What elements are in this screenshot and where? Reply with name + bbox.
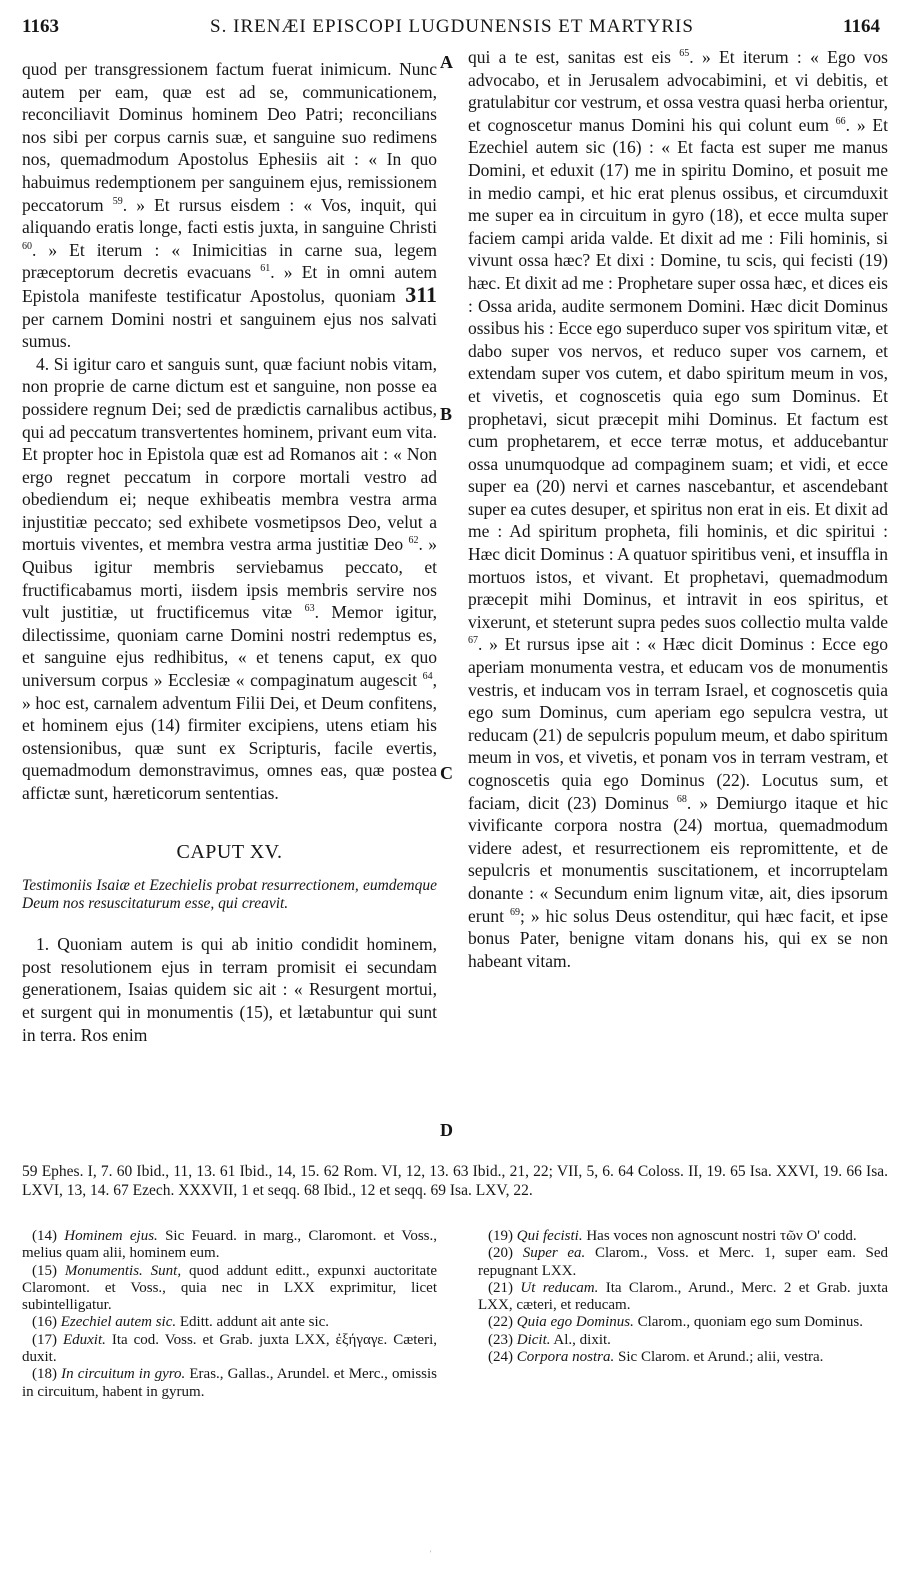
text-run: 4. Si igitur caro et sanguis sunt, quæ faciunt nobis vitam, non proprie de carne dictum est et sanguine, non posse ea possidere regnum Dei; sed de prædictis carnalibus actibus, qui ad peccatum transvertentes hominem, privant eum vita. Et propter hoc in Epistola quæ est ad Romanos ait : « Non ergo regnet peccatum in corpore mortali vestro ad obediendum ei; neque exhibeatis membra vestra arma injustitiæ peccato; sed exhibete vosmetipsos Deo, velut a mortuis viventes, et membra vestra arma justitiæ Deo — [22, 353, 437, 555]
note-lemma: Super ea. — [522, 1245, 586, 1262]
note-text: Sic Feuard. in marg., Claromont. et Voss., melius quam alii, hominem eum. — [22, 1228, 438, 1262]
note-number: (14) — [32, 1228, 57, 1244]
note — [478, 1228, 888, 1245]
footnote-ref: 66 — [835, 115, 846, 127]
text-run: , » hoc est, carnalem adventum Filii Dei, et Deum confitens, et hominem ejus (14) firmiter excipiens, utens etiam his ostensionibus, quæ sunt ex Scripturis, facile evertis, quemadmodum demonstravimus, omnes eas, quæ postea affictæ sunt, hæreticorum sententias. — [22, 670, 437, 803]
note-lemma: Ezechiel autem sic. — [60, 1314, 177, 1331]
margin-letter-a: A — [440, 52, 453, 72]
note-number: (17) — [32, 1331, 57, 1348]
text-run: quod per transgressionem factum fuerat inimicum. Nunc autem per eam, quæ est ad se, communicationem, reconciliavit Dominus hominem Deo Patri; reconcilians nos sibi per corpus carnis suæ, et sanguine suo redimens nos, quemadmodum Apostolus Ephesiis ait : « In quo habuimus redemptionem per sanguinem ejus, remissionem peccatorum — [22, 59, 437, 215]
note-lemma: Dicit. — [516, 1331, 551, 1348]
text-run: qui a te est, sanitas est eis — [468, 47, 680, 67]
note — [22, 1263, 437, 1315]
note-text: Clarom., Voss. et Merc. 1, super eam. Sed repugnant LXX. — [478, 1245, 888, 1279]
column-number: 311 — [405, 281, 437, 307]
right-column — [468, 46, 888, 972]
note — [478, 1245, 888, 1280]
note-text: Ita cod. Voss. et Grab. juxta LXX, ἐξήγαγε. Cæteri, duxit. — [22, 1331, 437, 1366]
text-run: . » Et rursus ipse ait : « Hæc dicit Dominus : Ecce ego aperiam monumenta vestra, et educam vos de monumentis vestris, et inducam vos in terram Israel, et cognoscetis quia ego sum Dominus, cum aperiam ego sepulcra vestra, ut reducam (21) de sepulcris populum meum, et dabo spiritum meum in vos, et vivetis, et ponam vos in terram vestram, et cognoscetis quia ego Dominus (22). Locutus sum, et faciam, dicit (23) Dominus — [468, 634, 888, 813]
notes-right — [478, 1228, 888, 1366]
note-text: Has voces non agnoscunt nostri τῶν Ο' codd. — [582, 1228, 857, 1244]
text-run: . » Et iterum : « Ego vos advocabo, et in Jerusalem advocabimini, et vi debitis, et gratulabitur cor vestrum, et ossa vestra quasi herba orientur, et cognoscetur manus Domini his qui colunt eum — [468, 47, 888, 135]
note-number: (20) — [488, 1245, 513, 1262]
footnote-ref: 64 — [422, 671, 433, 683]
note-number: (23) — [488, 1331, 513, 1348]
note-number: (19) — [488, 1228, 513, 1244]
page-number-left: 1163 — [22, 16, 59, 37]
text-run: . » Quibus igitur membris serviebamus peccato, et fructificabamus morti, iisdem ipsis membris servire nos vult justitiæ, ut fructificemus vitæ — [22, 534, 438, 623]
paragraph-1 — [22, 933, 437, 1046]
margin-letter-b: B — [440, 404, 453, 424]
note-number: (22) — [488, 1314, 513, 1331]
note-lemma: Qui fecisti. — [516, 1228, 583, 1244]
margin-letter-d: D — [440, 1120, 453, 1140]
note — [478, 1280, 888, 1315]
text-run: . » Et in omni autem Epistola manifeste testificatur Apostolus, quoniam — [22, 262, 437, 306]
footnote-ref: 60 — [22, 240, 32, 252]
page-header — [0, 16, 904, 46]
text-run: ; » hic solus Deus ostenditur, qui hæc facit, et ipse bonus Pater, benigne vitam donans his, qui ex se non habeant vitam. — [468, 905, 888, 971]
paragraph-continued — [22, 58, 437, 353]
note-lemma: Ut reducam. — [520, 1279, 599, 1296]
note-lemma: Quia ego Dominus. — [516, 1314, 634, 1331]
note-number: (24) — [488, 1349, 513, 1366]
note — [22, 1314, 437, 1331]
note — [22, 1228, 437, 1263]
text-run: 1. Quoniam autem is qui ab initio condidit hominem, post resolutionem ejus in terram promisit ei secundam generationem, Isaias quidem sic ait : « Resurgent mortui, et surgent qui in monumentis (15), et lætabuntur qui sunt in terra. Ros enim — [22, 934, 437, 1045]
note-text: Ita Clarom., Arund., Merc. 2 et Grab. juxta LXX, cæteri, et reducam. — [478, 1279, 889, 1314]
footnote-ref: 63 — [304, 603, 315, 615]
page-number-right: 1164 — [843, 16, 880, 37]
text-run: . » Et Ezechiel autem sic (16) : « Et facta est super me manus Domini, et eduxit (17) me in spiritu Domino, et posuit me in medio campi, et hic erat plenus ossibus, et circumduxit me super ea in circuitum in gyro (18), et ecce multa super faciem campi arida valde. Et dixit ad me : Fili hominis, si vivunt ossa hæc? Et dixi : Domine, tu scis, qui fecisti (19) hæc. Et dixit ad me : Prophetare super ossa hæc, et dices eis : Ossa arida, audite sermonem Domini. Hæc dicit Dominus ossibus his : Ecce ego superduco super vos spiritum vitæ, et dabo super vos nervos, et reduco super vos carnem, et extendam super vos cutem, et dabo spiritum meum in vos, et vivetis, et cognoscetis quia ego sum Dominus. Et prophetavi, sicut præcepit mihi Dominus. Et factum est cum prophetarem, et ecce terræ motus, et adducebantur ossa unumquodque ad compaginem suam; et vidi, et ecce super ea (20) nervi et carnes nascebantur, et ascendebant super ea cutes desuper, et spiritus non erat in eis. Et dixit ad me : Ad spiritum propheta, fili hominis, et dic spiritui : Hæc dicit Dominus : A quatuor spiritibus veni, et insuffla in mortuos istos, et vivant. Et prophetavi, quemadmodum præcepit mihi Dominus, et intravit in eos spiritus, et vixerunt, et steterunt supra pedes suos collectio multa valde — [468, 114, 888, 632]
note-text: Editt. addunt ait ante sic. — [176, 1314, 330, 1331]
note-number: (16) — [32, 1314, 57, 1331]
note-text: Sic Clarom. et Arund.; alii, vestra. — [614, 1349, 824, 1366]
footnote-ref: 68 — [676, 793, 687, 805]
chapter-summary: Testimoniis Isaiæ et Ezechielis probat resurrectionem, eumdemque Deum nos resuscitaturum esse, qui creavit. — [22, 877, 437, 913]
note — [22, 1366, 437, 1401]
note-number: (18) — [32, 1366, 57, 1383]
note-text: Eras., Gallas., Arundel. et Merc., omissis in circuitum, habent in gyrum. — [22, 1366, 437, 1400]
footnote-ref: 69 — [510, 906, 521, 918]
text-run: . » Et iterum : « Inimicitias in carne sua, legem præceptorum decretis evacuans — [22, 239, 437, 283]
footnote-ref: 67 — [468, 635, 478, 647]
chapter-title: CAPUT XV. — [176, 840, 283, 863]
text-run: . » Demiurgo itaque et hic vivificante corpora nostra (24) mortua, quemadmodum videre adest, et resurrectionem eis repromittente, et de sepulcris et monumentis suscitationem, et incorruptelam donante : « Secundum enim lignum vitæ, ait, dies ipsorum erunt — [468, 792, 888, 926]
footnote-ref: 62 — [408, 535, 419, 547]
note-lemma: Hominem ejus. — [64, 1228, 158, 1244]
footnote-ref: 61 — [260, 263, 271, 275]
note — [478, 1332, 888, 1349]
text-run: . Memor igitur, dilectissime, quoniam carne Domini nostri redemptus es, et sanguine ejus redhibitus, « et tenens caput, ex quo universum corpus » Ecclesiæ « compaginatum augescit — [22, 602, 437, 691]
note — [478, 1349, 888, 1366]
left-column — [22, 58, 437, 1046]
running-title: S. IRENÆI EPISCOPI LUGDUNENSIS ET MARTYRIS — [210, 16, 694, 37]
note-number: (15) — [32, 1262, 57, 1279]
text-run: . » Et rursus eisdem : « Vos, inquit, qui aliquando eratis longe, facti estis juxta, in sanguine Christi — [22, 194, 437, 238]
note-lemma: Monumentis. Sunt, — [64, 1262, 182, 1279]
paragraph-right — [468, 46, 888, 972]
note-text: quod addunt editt., expunxi auctoritate Claromont. et Voss., quia nec in LXX exprimitur, licet subintelligatur. — [22, 1262, 438, 1314]
note-text: Clarom., quoniam ego sum Dominus. — [633, 1314, 863, 1331]
footnote-ref: 59 — [112, 195, 123, 207]
scripture-references: 59 Ephes. I, 7. 60 Ibid., 11, 13. 61 Ibid., 14, 15. 62 Rom. VI, 12, 13. 63 Ibid., 21, 22; VII, 5, 6. 64 Coloss. II, 19. 65 Isa. XXVI, 19. 66 Isa. LXVI, 13, 14. 67 Ezech. XXXVII, 1 et seqq. 68 Ibid., 12 et seqq. 69 Isa. LXV, 22. — [22, 1163, 888, 1199]
note — [478, 1314, 888, 1331]
print-mark: ' — [430, 1549, 432, 1558]
note-lemma: Eduxit. — [62, 1331, 106, 1348]
notes-left — [22, 1228, 437, 1401]
note-lemma: In circuitum in gyro. — [61, 1366, 186, 1383]
footnote-ref: 65 — [679, 48, 690, 60]
note-lemma: Corpora nostra. — [516, 1349, 615, 1366]
margin-letter-c: C — [440, 763, 453, 783]
note — [22, 1332, 437, 1367]
paragraph-4 — [22, 353, 437, 805]
note-number: (21) — [488, 1279, 513, 1296]
note-text: Al., dixit. — [550, 1331, 611, 1348]
text-run: per carnem Domini nostri et sanguinem ejus nos salvati sumus. — [22, 308, 437, 352]
